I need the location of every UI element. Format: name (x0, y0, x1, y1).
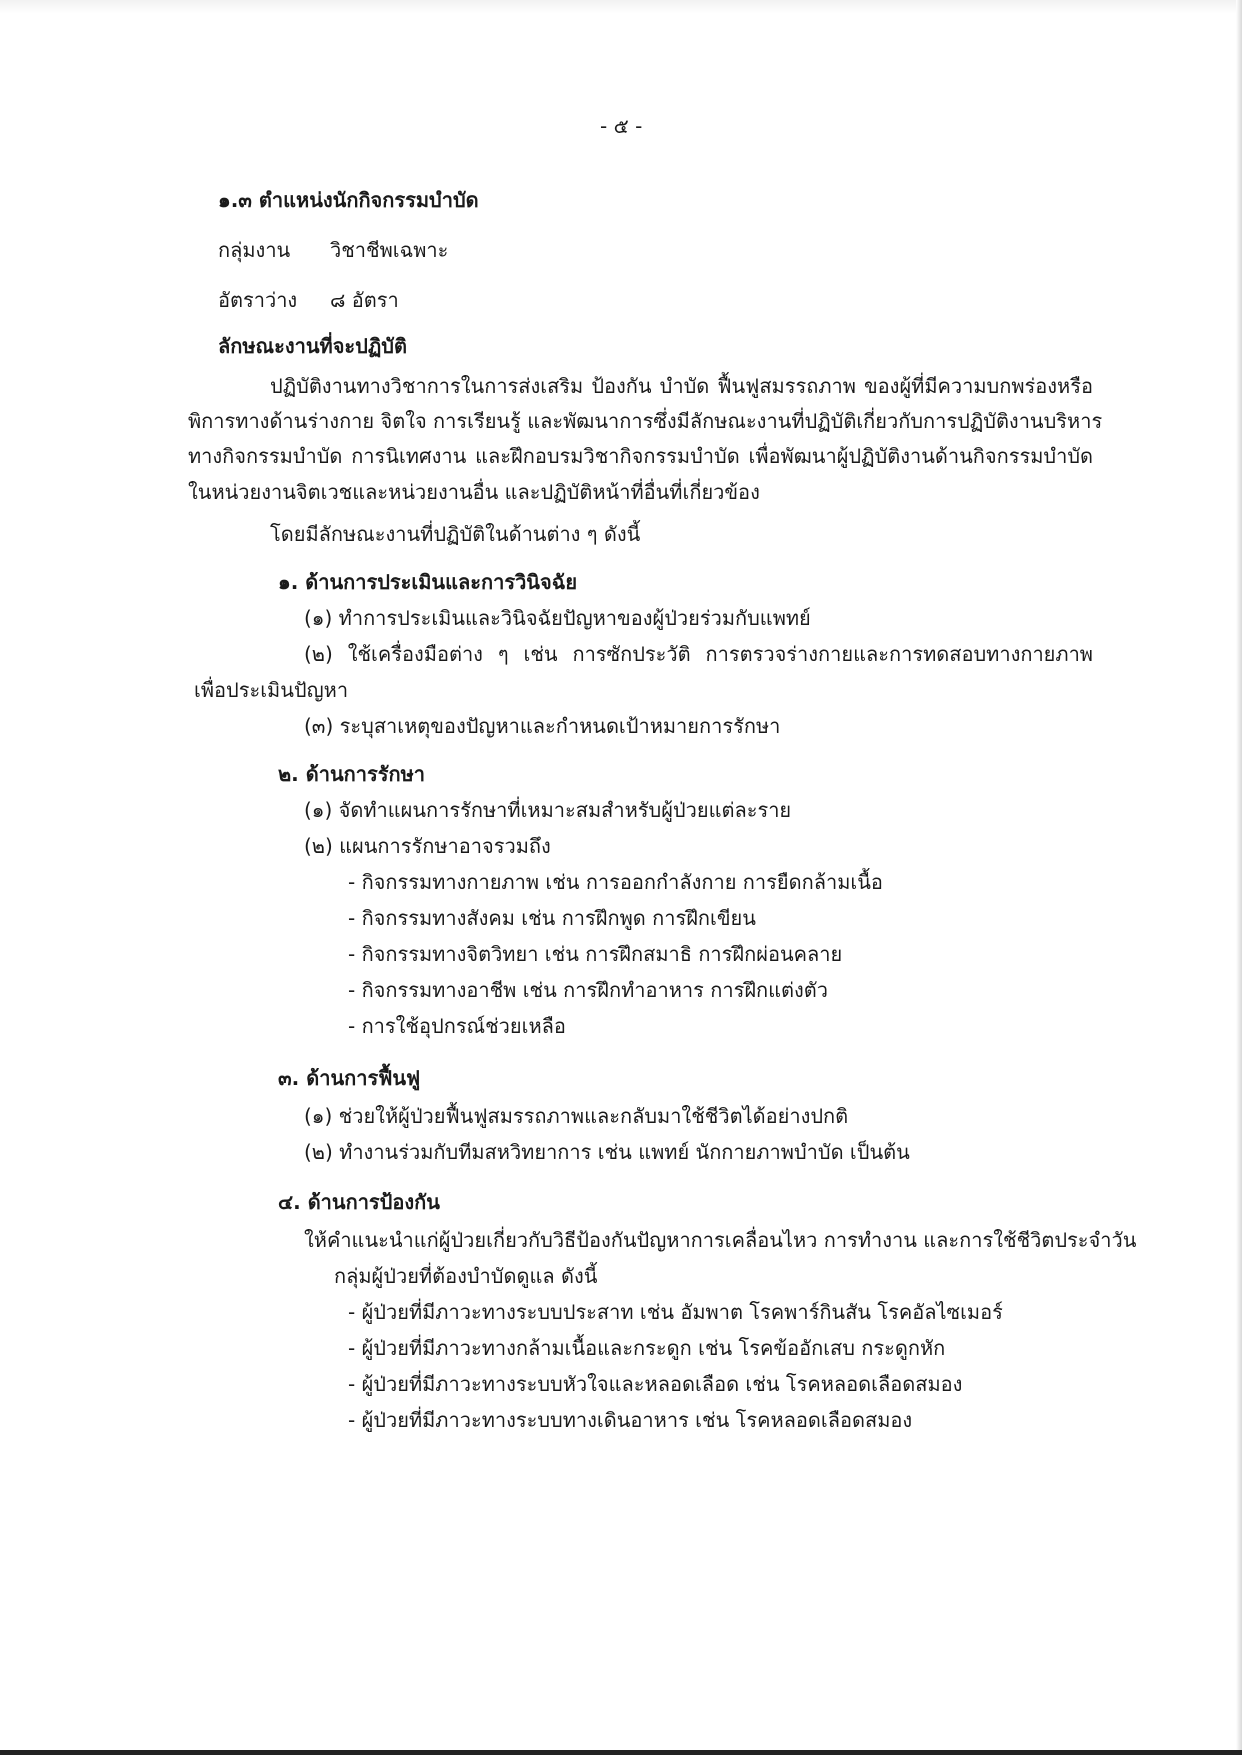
section4-line1: ให้คำแนะนำแก่ผู้ป่วยเกี่ยวกับวิธีป้องกันปัญหาการเคลื่อนไหว การทำงาน และการใช้ชีวิตประจำวัน (304, 1228, 1137, 1252)
job-nature-intro: โดยมีลักษณะงานที่ปฏิบัติในด้านต่าง ๆ ดังนี้ (270, 522, 641, 546)
section1-heading: ๑. ด้านการประเมินและการวินิจฉัย (278, 570, 578, 594)
page-number: - ๕ - (600, 114, 643, 138)
section4-bullet: - ผู้ป่วยที่มีภาวะทางกล้ามเนื้อและกระดูก เช่น โรคข้ออักเสบ กระดูกหัก (348, 1336, 946, 1360)
section1-item2-line1: (๒) ใช้เครื่องมือต่าง ๆ เช่น การซักประวัติ การตรวจร่างกายและการทดสอบทางกายภาพ (304, 642, 1093, 666)
section1-item3: (๓) ระบุสาเหตุของปัญหาและกำหนดเป้าหมายการรักษา (304, 714, 781, 738)
position-title: ๑.๓ ตำแหน่งนักกิจกรรมบำบัด (218, 188, 479, 212)
section2-bullet: - กิจกรรมทางจิตวิทยา เช่น การฝึกสมาธิ การฝึกผ่อนคลาย (348, 942, 843, 966)
paragraph-line: ในหน่วยงานจิตเวชและหน่วยงานอื่น และปฏิบัติหน้าที่อื่นที่เกี่ยวข้อง (188, 480, 760, 504)
section2-bullet: - กิจกรรมทางอาชีพ เช่น การฝึกทำอาหาร การฝึกแต่งตัว (348, 978, 829, 1002)
section4-bullet: - ผู้ป่วยที่มีภาวะทางระบบหัวใจและหลอดเลือด เช่น โรคหลอดเลือดสมอง (348, 1372, 963, 1396)
section4-bullet: - ผู้ป่วยที่มีภาวะทางระบบประสาท เช่น อัมพาต โรคพาร์กินสัน โรคอัลไซเมอร์ (348, 1300, 1003, 1324)
scan-top-shadow (0, 0, 1242, 14)
section3-item2: (๒) ทำงานร่วมกับทีมสหวิทยาการ เช่น แพทย์ นักกายภาพบำบัด เป็นต้น (304, 1140, 910, 1164)
section2-bullet: - กิจกรรมทางกายภาพ เช่น การออกกำลังกาย การยืดกล้ามเนื้อ (348, 870, 883, 894)
section2-item1: (๑) จัดทำแผนการรักษาที่เหมาะสมสำหรับผู้ป่วยแต่ละราย (304, 798, 792, 822)
vacancy-label: อัตราว่าง (218, 288, 298, 312)
paragraph-line: พิการทางด้านร่างกาย จิตใจ การเรียนรู้ และพัฒนาการซึ่งมีลักษณะงานที่ปฏิบัติเกี่ยวกับการปฏิบัติงานบริหาร (188, 409, 1103, 433)
paragraph-line: ปฏิบัติงานทางวิชาการในการส่งเสริม ป้องกัน บำบัด ฟื้นฟูสมรรถภาพ ของผู้ที่มีความบกพร่องหรือ (270, 374, 1093, 398)
job-nature-heading: ลักษณะงานที่จะปฏิบัติ (218, 334, 407, 358)
section4-line2: กลุ่มผู้ป่วยที่ต้องบำบัดดูแล ดังนี้ (334, 1264, 598, 1288)
scan-right-edge (1236, 0, 1242, 1755)
section3-heading: ๓. ด้านการฟื้นฟู (278, 1066, 421, 1090)
group-value: วิชาชีพเฉพาะ (330, 238, 449, 262)
section2-bullet: - กิจกรรมทางสังคม เช่น การฝึกพูด การฝึกเขียน (348, 906, 756, 930)
paragraph-line: ทางกิจกรรมบำบัด การนิเทศงาน และฝึกอบรมวิชากิจกรรมบำบัด เพื่อพัฒนาผู้ปฏิบัติงานด้านกิจกรรมบำบัด (188, 444, 1093, 468)
section4-heading: ๔. ด้านการป้องกัน (278, 1190, 440, 1214)
section2-bullet: - การใช้อุปกรณ์ช่วยเหลือ (348, 1014, 566, 1038)
section1-item1: (๑) ทำการประเมินและวินิจฉัยปัญหาของผู้ป่วยร่วมกับแพทย์ (304, 606, 811, 630)
section4-bullet: - ผู้ป่วยที่มีภาวะทางระบบทางเดินอาหาร เช่น โรคหลอดเลือดสมอง (348, 1408, 913, 1432)
section1-item2-line2: เพื่อประเมินปัญหา (194, 678, 349, 702)
section2-item2: (๒) แผนการรักษาอาจรวมถึง (304, 834, 551, 858)
scan-bottom-edge (0, 1750, 1242, 1755)
section2-heading: ๒. ด้านการรักษา (278, 762, 425, 786)
vacancy-value: ๘ อัตรา (330, 288, 399, 312)
group-label: กลุ่มงาน (218, 238, 291, 262)
section3-item1: (๑) ช่วยให้ผู้ป่วยฟื้นฟูสมรรถภาพและกลับมาใช้ชีวิตได้อย่างปกติ (304, 1104, 849, 1128)
